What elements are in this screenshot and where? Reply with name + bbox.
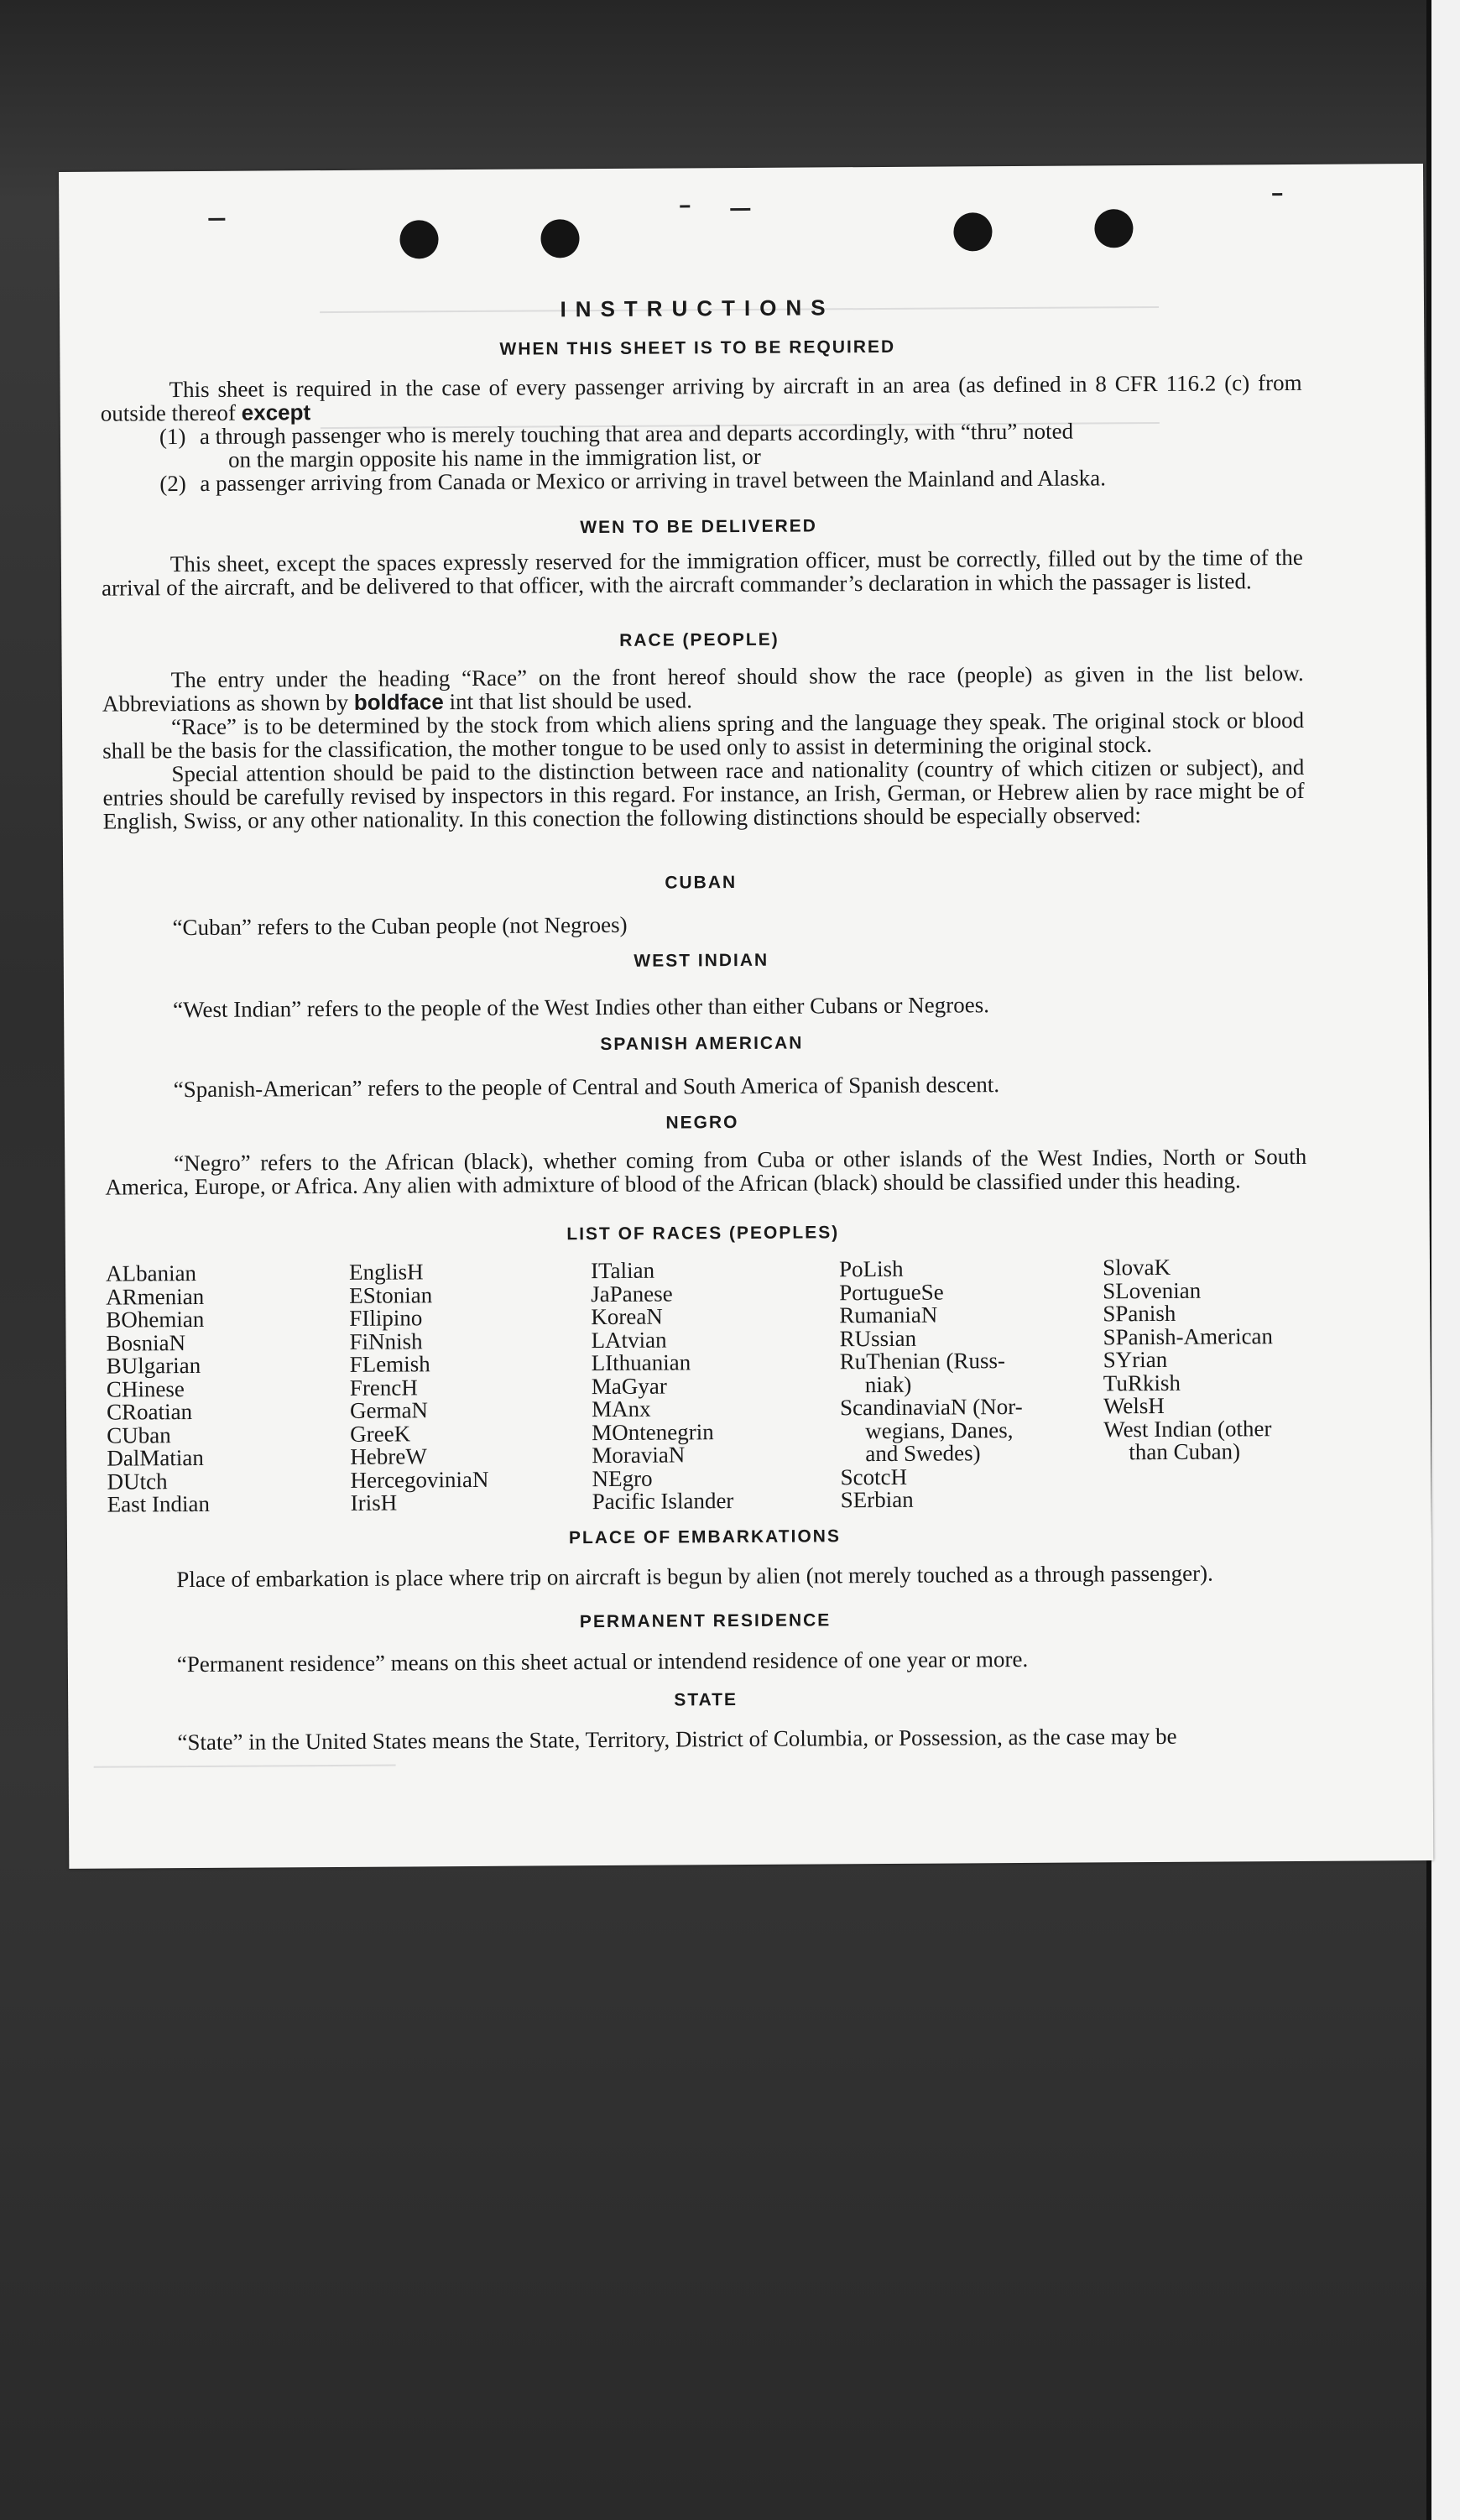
race-entry: FiNnish [349,1328,423,1354]
races-column-1 [106,1262,210,1516]
dust-mark [1272,193,1282,196]
races-column-4 [839,1257,1023,1512]
section-heading-west-indian: WEST INDIAN [634,950,769,971]
dust-mark [208,218,225,221]
race-entry: RuThenian (Russ- [839,1348,1006,1375]
race-p1-tail: int that list should be used. [449,687,693,715]
race-entry: CHinese [106,1375,185,1402]
race-entry: WelsH [1103,1392,1165,1419]
race-entry: HebreW [350,1443,427,1469]
race-entry: BUlgarian [106,1352,201,1379]
section-heading-spanish-american: SPANISH AMERICAN [600,1033,804,1055]
race-entry: KoreaN [591,1303,663,1330]
race-entry: PortugueSe [839,1279,944,1305]
cuban-paragraph [103,909,1305,940]
exception-item-1 [159,418,1302,472]
race-entry: SErbian [840,1486,914,1513]
race-entry: East Indian [107,1490,211,1517]
race-entry: SYrian [1103,1346,1168,1373]
exception-2-text: a passenger arriving from Canada or Mexico or arriving in travel between the Mainland and Alaska. [200,465,1106,496]
dust-mark [730,208,750,211]
race-entry: LAtvian [591,1327,667,1353]
race-entry: West Indian (other [1103,1415,1272,1442]
race-entry: MOntenegrin [592,1418,714,1445]
section-heading-negro: NEGRO [665,1113,739,1133]
race-entry: Pacific Islander [592,1488,734,1515]
state-text: “State” in the United States means the State, Territory, District of Columbia, or Possession, as the case may be [177,1723,1177,1756]
residence-text: “Permanent residence” means on this sheet actual or intendend residence of one year or more. [176,1646,1029,1677]
punch-hole-icon [953,212,992,251]
bleed-through-line [94,1765,396,1768]
race-entry: FLemish [349,1351,430,1377]
race-entry: MaGyar [591,1373,667,1399]
race-entry: NEgro [592,1465,653,1491]
section-heading-cuban: CUBAN [665,873,738,893]
race-entry: SLovenian [1103,1277,1202,1303]
race-entry: SPanish-American [1103,1323,1274,1349]
state-paragraph [108,1724,1310,1755]
race-entry: IrisH [350,1490,398,1516]
race-entry: GermaN [349,1397,429,1423]
punch-hole-icon [540,219,579,258]
race-entry: HercegoviniaN [350,1466,489,1493]
race-entry: BosniaN [106,1329,186,1356]
race-p1-text: The entry under the heading “Race” on the front hereof should show the race (people) as given in the list below. Abbreviations as shown by [102,660,1304,717]
race-entry: ALbanian [105,1260,197,1286]
race-entry: ScandinaviaN (Nor- [839,1393,1023,1421]
cuban-text: “Cuban” refers to the Cuban people (not Negroes) [172,911,628,941]
race-entry: JaPanese [591,1281,673,1307]
race-p3-text: Special attention should be paid to the distinction between race and nationality (country of which citizen or subject), and entries should be carefully revised by inspectors in this regard. For instance, an Irish, German, or Hebrew alien by race might be of English, Swiss, or any other nationality. In this conection the following distinctions should be especially observed: [102,754,1305,834]
race-entry: ARmenian [106,1283,205,1310]
embarkation-text: Place of embarkation is place where trip on aircraft is begun by alien (not merely touched as a through passenger). [176,1560,1213,1593]
section-heading-delivery: WEN TO BE DELIVERED [580,516,817,538]
race-entry: EnglisH [348,1259,424,1285]
exception-1-line-2: on the margin opposite his name in the immigration list, or [228,443,761,472]
race-entry: DUtch [107,1468,168,1495]
section-heading-state: STATE [674,1690,738,1710]
exception-1-number: (1) [159,424,186,450]
west-indian-paragraph [104,991,1306,1022]
race-entry: ITalian [590,1257,655,1284]
section-heading-when-required: WHEN THIS SHEET IS TO BE REQUIRED [499,337,896,359]
races-column-2 [349,1260,489,1516]
races-column-5 [1103,1255,1274,1464]
race-entry: CRoatian [106,1399,193,1425]
race-entry: than Cuban) [1129,1438,1241,1465]
spanish-american-paragraph [105,1071,1306,1102]
race-entry: MoraviaN [592,1442,686,1469]
punch-hole-icon [1094,209,1133,248]
except-keyword: except [241,399,311,425]
negro-paragraph [105,1145,1306,1199]
delivery-text: This sheet, except the spaces expressly reserved for the immigration officer, must be correctly, filled out by the time of the arrival of the aircraft, and be delivered to that officer, with the aircraft commander’s declaration in which the passager is listed. [101,544,1303,601]
race-entry: MAnx [591,1396,651,1422]
embarkation-paragraph [107,1561,1309,1592]
section-heading-residence: PERMANENT RESIDENCE [579,1610,832,1632]
race-entry: DalMatian [107,1444,204,1471]
race-entry: SPanish [1103,1300,1176,1327]
page-title: INSTRUCTIONS [560,295,835,322]
document-page [59,164,1433,1869]
delivery-paragraph [102,545,1303,600]
race-entry: wegians, Danes, [865,1417,1014,1443]
exception-1-line-1: a through passenger who is merely touching that area and departs accordingly, with “thru” noted [199,418,1074,449]
race-entry: niak) [864,1371,912,1397]
race-p2-text: “Race” is to be determined by the stock from which aliens spring and the language they speak. The original stock or blood shall be the basis for the classification, the mother tongue to be used only to assist in determining the original stock. [102,707,1305,764]
race-entry: BOhemian [106,1306,205,1333]
race-entry: EStonian [349,1281,433,1308]
negro-text: “Negro” refers to the African (black), whether coming from Cuba or other islands of the West Indies, North or South America, Europe, or Africa. Any alien with admixture of blood of the African (black) should be classified under this heading. [105,1143,1307,1200]
race-paragraphs [102,661,1305,833]
race-entry: RUssian [839,1325,917,1351]
race-entry: FIlipino [349,1305,423,1331]
punch-hole-icon [399,220,438,258]
residence-paragraph [108,1646,1310,1677]
scanner-edge-light [1431,0,1460,2520]
section-heading-race: RACE (PEOPLE) [619,629,780,650]
race-entry: FrencH [349,1374,418,1401]
boldface-keyword: boldface [353,689,444,715]
requirement-intro: This sheet is required in the case of every passenger arriving by aircraft in an area (as defined in 8 CFR 116.2 (c) from outside thereof [100,369,1302,426]
west-indian-text: “West Indian” refers to the people of the West Indies other than either Cubans or Negroes. [173,992,990,1023]
spanish-american-text: “Spanish-American” refers to the people of Central and South America of Spanish descent. [173,1072,1000,1103]
race-entry: CUban [107,1422,171,1448]
exception-2-number: (2) [159,471,186,497]
exception-item-2 [159,465,1302,495]
requirement-paragraph [101,371,1302,425]
section-heading-races-list: LIST OF RACES (PEOPLES) [566,1223,840,1244]
race-entry: RumaniaN [839,1302,938,1328]
races-column-3 [591,1259,734,1514]
race-entry: SlovaK [1102,1254,1171,1281]
race-entry: and Swedes) [865,1440,981,1467]
race-entry: ScotcH [840,1463,908,1490]
dust-mark [680,205,690,207]
race-entry: GreeK [350,1420,411,1447]
race-entry: LIthuanian [591,1349,691,1376]
race-entry: PoLish [838,1255,904,1282]
section-heading-embarkation: PLACE OF EMBARKATIONS [568,1526,842,1548]
race-entry: TuRkish [1103,1370,1181,1396]
